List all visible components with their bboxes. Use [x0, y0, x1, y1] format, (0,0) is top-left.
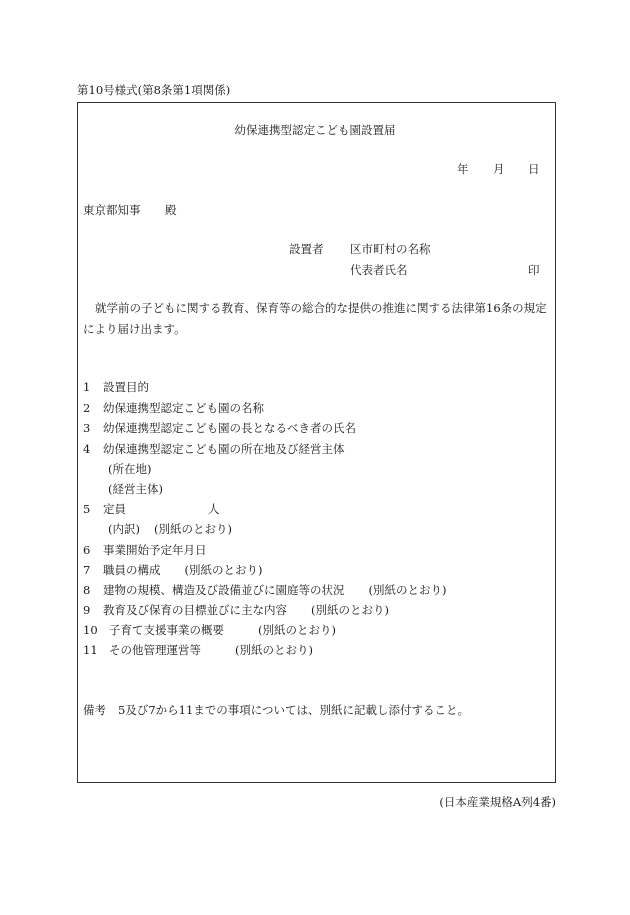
addressee-honorific: 殿: [165, 203, 177, 217]
item-text: 幼保連携型認定こども園の長となるべき者の氏名: [103, 421, 356, 435]
item-note: (別紙のとおり): [368, 583, 447, 597]
statement-line-1: 就学前の子どもに関する教育、保育等の総合的な提供の推進に関する法律第16条の規定: [95, 301, 547, 315]
list-item: [83, 564, 262, 578]
item-number: 6: [83, 543, 91, 557]
date-year: 年: [457, 162, 469, 176]
item-text: 事業開始予定年月日: [103, 543, 207, 557]
addressee-name: 東京都知事: [83, 203, 141, 217]
item-note: (別紙のとおり): [311, 603, 389, 617]
item-text: 教育及び保育の目標並びに主な内容: [103, 603, 287, 617]
remarks-label: 備考: [83, 703, 106, 717]
date-day: 日: [528, 162, 540, 176]
item-note: (別紙のとおり): [235, 643, 313, 657]
statement-line-2: により届け出ます。: [83, 322, 186, 336]
item-number: 5: [83, 502, 91, 516]
item-number: 8: [83, 583, 91, 597]
item-text: 職員の構成: [103, 563, 161, 577]
list-item: [83, 584, 446, 598]
item-text: 幼保連携型認定こども園の名称: [103, 401, 264, 415]
list-item: [83, 624, 336, 638]
item-text: 幼保連携型認定こども園の所在地及び経営主体: [103, 442, 345, 456]
remarks-text: 5及び7から11までの事項については、別紙に記載し添付すること。: [118, 703, 470, 717]
location-subitem: (所在地): [108, 462, 152, 476]
item-text: 子育て支援事業の概要: [109, 623, 224, 637]
capacity-unit: 人: [208, 502, 220, 516]
applicant-label: 設置者: [289, 242, 324, 256]
item-note: (別紙のとおり): [258, 623, 336, 637]
list-item: [83, 422, 356, 436]
item-number: 4: [83, 442, 91, 456]
date-month: 月: [493, 162, 505, 176]
item-number: 11: [83, 643, 98, 657]
item-number: 10: [83, 623, 98, 637]
item-text: 建物の規模、構造及び設備並びに園庭等の状況: [103, 583, 345, 597]
remarks: [83, 704, 469, 718]
breakdown-note: (別紙のとおり): [153, 522, 232, 536]
operator-subitem: (経営主体): [108, 482, 163, 496]
list-item: [83, 503, 126, 517]
item-number: 7: [83, 563, 91, 577]
list-item: [83, 402, 264, 416]
item-text: その他管理運営等: [109, 643, 201, 657]
breakdown-label: (内訳): [108, 522, 140, 536]
seal-mark: 印: [528, 263, 540, 277]
municipality-label: 区市町村の名称: [350, 242, 431, 256]
list-item: [83, 644, 313, 658]
item-number: 1: [83, 380, 91, 394]
item-note: (別紙のとおり): [184, 563, 263, 577]
item-number: 2: [83, 401, 91, 415]
form-title: 幼保連携型認定こども園設置届: [234, 123, 396, 137]
item-text: 設置目的: [103, 380, 149, 394]
footer-standard: (日本産業規格A列4番): [439, 795, 556, 809]
form-number: 第10号様式(第8条第1項関係): [77, 83, 231, 97]
breakdown-subitem: [108, 523, 232, 537]
item-number: 3: [83, 421, 91, 435]
list-item: [83, 544, 207, 558]
item-text: 定員: [103, 502, 126, 516]
list-item: [83, 381, 149, 395]
item-number: 9: [83, 603, 91, 617]
list-item: [83, 443, 345, 457]
list-item: [83, 604, 389, 618]
representative-label: 代表者氏名: [350, 263, 408, 277]
